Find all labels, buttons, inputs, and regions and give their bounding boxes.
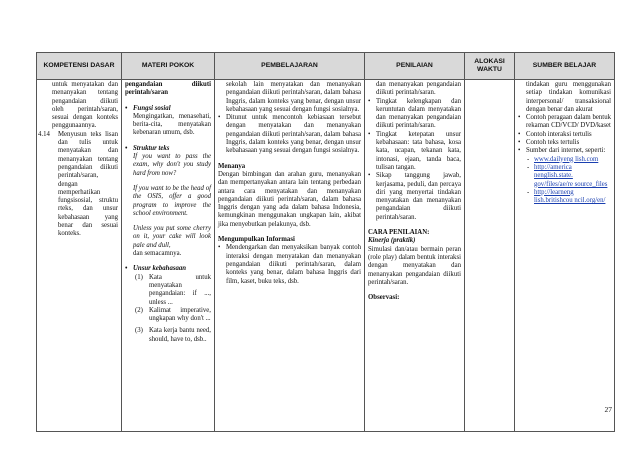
syllabus-table — [36, 52, 615, 432]
mp-unsur-item-3-number: (3) — [135, 327, 143, 335]
kd-item-4-14 — [40, 131, 118, 239]
sb-bullet-2: • Contoh interaksi tertulis — [518, 131, 611, 139]
cell-penilaian — [365, 80, 465, 432]
sb-link-1[interactable] — [526, 156, 611, 164]
mp-unsur-item-1 — [133, 274, 211, 307]
cell-pembelajaran — [215, 80, 365, 432]
header-sumber-belajar: SUMBER BELAJAR — [515, 53, 615, 80]
cell-materi-pokok — [122, 80, 215, 432]
pn-bullet-3: • Sikap tanggung jawab, kerjasama, peduli, dan percaya diri yang menyertai tindakan menyatakan dan menanyakan pengandaian diikuti perintah/saran. — [368, 172, 461, 222]
sb-link-3-text[interactable]: http://learneng lish.britishcou ncil.org/en/ — [534, 188, 606, 205]
kd-item-text: Menyusun teks lisan dan tulis untuk menyatakan dan menanyakan tentang pengandaian diikuti perintah/saran, dengan memperhatikan fungsisosial, struktu rteks, dan unsur kebahasaan yang benar dan sesuai konteks. — [58, 130, 118, 238]
mp-example-3: Unless you put some cherry on it, your cake will look pale and dull, — [133, 225, 211, 249]
kd-text-continued: untuk menyatakan dan menanyakan tentang pengandaian diikuti oleh perintah/saran, sesuai dengan konteks penggunaannya. — [52, 81, 118, 130]
sb-link-2[interactable] — [526, 164, 611, 189]
mp-fungsi-heading: • Fungsi sosial — [125, 105, 211, 113]
mp-unsur-item-2-text: Kalimat imperative, ungkapan why don't ... — [149, 306, 211, 323]
mp-example-1: If you want to pass the exam, why don't you study hard from now? — [133, 153, 211, 177]
mp-unsur-item-3 — [133, 327, 211, 344]
mp-unsur-item-3-text: Kata kerja bantu need, should, have to, dsb.. — [149, 327, 211, 343]
mp-unsur-item-2-number: (2) — [135, 306, 143, 314]
mp-example-2: If you want to be the head of the OSIS, offer a good program to improve the school environment. — [133, 184, 211, 217]
sb-link-3[interactable] — [526, 189, 611, 206]
header-kompetensi-dasar: KOMPETENSI DASAR — [37, 53, 122, 80]
pn-cara-heading: CARA PENILAIAN: — [368, 229, 430, 237]
mp-unsur-item-2 — [133, 307, 211, 324]
pb-paragraph-1: sekolah lain menyatakan dan menanyakan pengandaian diikuti perintah/saran, dalam bahasa Inggris, dalam konteks yang benar, dengan unsur kebahasaan yang sesuai dengan fungsi sosialnya. — [226, 81, 361, 113]
pb-info-heading: Mengumpulkan Informasi — [218, 236, 295, 244]
sb-bullet-4: • Sumber dari internet, seperti: — [518, 147, 611, 155]
sb-link-2-text[interactable]: http://america nenglish.state. gov/files/ae/re source_files — [534, 163, 608, 188]
pb-bullet-ditunut: • Ditunut untuk mencontoh kebiasaan tersebut dengan menyatakan dan menanyakan pengandaian diikuti perintah/saran, dalam bahasa Inggris, dalam konteks yang benar, dengan unsur kebahasaan yang sesuai dengan fungsi sosialnya. — [218, 114, 361, 155]
mp-unsur-item-1-text: Kata untuk menyatakan pengandaian: if ..., unless ... — [149, 273, 211, 306]
pn-observasi-heading: Observasi: — [368, 294, 400, 302]
page-number: 27 — [604, 405, 612, 414]
pn-kinerja-text: Simulasi dan/atau bermain peran (role play) dalam bentuk interaksi dengan menyatakan dan menanyakan pengandaian diikuti perintah/saran. — [368, 245, 461, 286]
cell-sumber-belajar — [515, 80, 615, 432]
pb-menanya-text: Dengan bimbingan dan arahan guru, menanyakan dan mempertanyakan antara lain tentang perbedaan antara cara menyatakan dan menanyakan pengandaian diikuti perintah/saran, dalam bahasa Inggris dengan yang ada dalam bahasa Indonesia, kemungkinan menggunakan ungkapan lain, akibat jika menyebutkan pelakunya, dsb. — [218, 170, 361, 228]
pb-info-bullet: • Mendengarkan dan menyaksikan banyak contoh interaksi dengan menyatakan dan menanyakan pengandaian diikuti perintah/saran, dalam konteks yang benar, dalam bahasa Inggris dari film, kaset, buku teks, dsb. — [218, 244, 361, 285]
sb-link-1-text[interactable]: www.dailyeng lish.com — [534, 155, 599, 163]
kd-item-number: 4.14 — [38, 130, 50, 138]
header-materi-pokok: MATERI POKOK — [122, 53, 215, 80]
pn-bullet-1: • Tingkat kelengkapan dan keruntutan dalam menyatakan dan menanyakan pengandaian diikuti perintah/saran. — [368, 98, 461, 131]
header-row — [37, 53, 615, 80]
header-pembelajaran: PEMBELAJARAN — [215, 53, 365, 80]
mp-example-3-suffix: dan semacamnya. — [133, 250, 182, 258]
sb-bullet-3: • Contoh teks tertulis — [518, 139, 611, 147]
pb-menanya-heading: Menanya — [218, 162, 246, 170]
header-alokasi-waktu: ALOKASI WAKTU — [465, 53, 515, 80]
mp-fungsi-text: Mengingatkan, menasehati, berita-cita, menyatakan kebenaran umum, dsb. — [133, 112, 211, 137]
mp-title: pengandaian diikuti perintah/saran — [125, 81, 211, 97]
mp-unsur-heading: • Unsur kebahasaan — [125, 265, 211, 273]
pn-paragraph-1: dan menanyakan pengandaian diikuti perintah/saran. — [376, 81, 461, 97]
cell-kompetensi-dasar — [37, 80, 122, 432]
content-row — [37, 80, 615, 432]
cell-alokasi-waktu — [465, 80, 515, 432]
mp-unsur-item-1-number: (1) — [135, 273, 143, 281]
pn-bullet-2: • Tingkat ketepatan unsur kebahasaan: tata bahasa, kosa kata, ucapan, tekanan kata, intonasi, ejaan, tanda baca, tulisan tangan. — [368, 131, 461, 172]
sb-bullet-1: • Contoh peragaan dalam bentuk rekaman CD/VCD/ DVD/kaset — [518, 114, 611, 131]
sb-paragraph-1: tindakan guru menggunakan setiap tindakan komunikasi interpersonal/ transaksional dengan benar dan akurat — [526, 81, 611, 113]
pn-kinerja-heading: Kinerja (praktik) — [368, 237, 416, 245]
mp-struktur-heading: • Struktur teks — [125, 145, 211, 153]
header-penilaian: PENILAIAN — [365, 53, 465, 80]
